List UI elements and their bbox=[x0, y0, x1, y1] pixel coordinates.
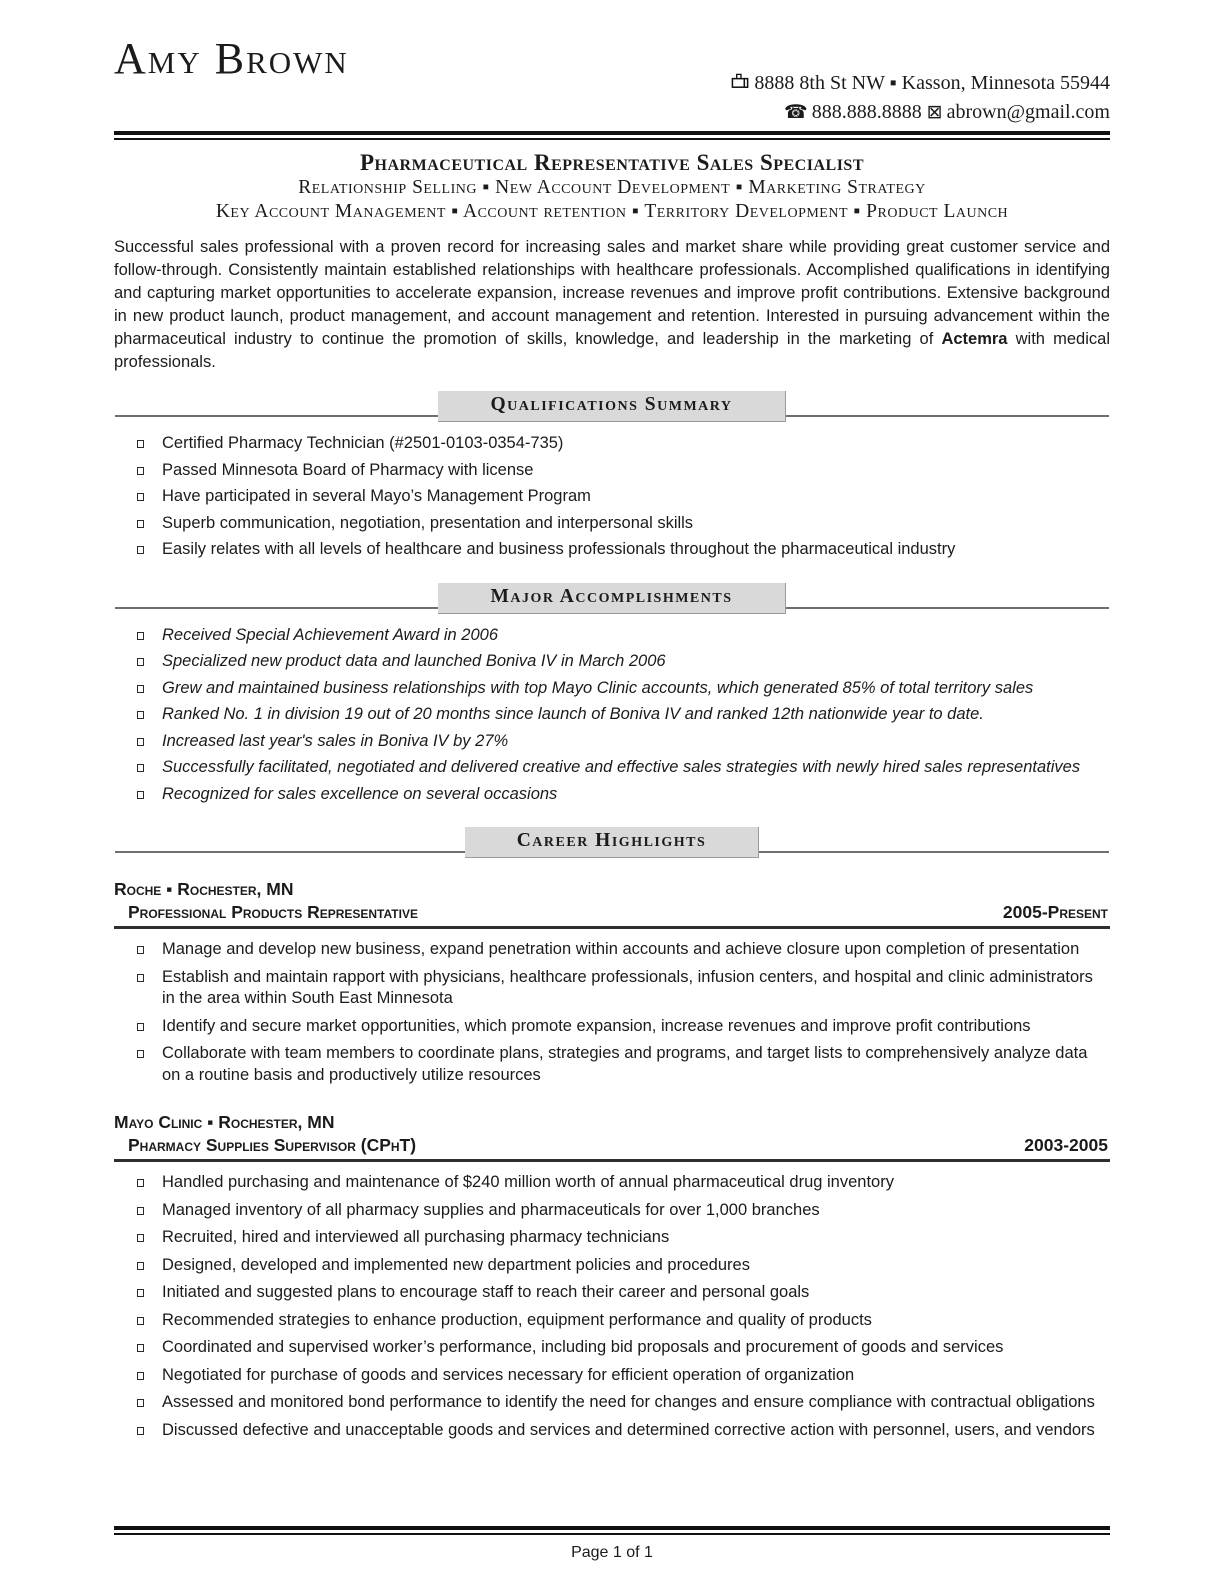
document-title: Pharmaceutical Representative Sales Specialist bbox=[360, 150, 864, 176]
bullet-item: Have participated in several Mayo’s Management Program bbox=[114, 486, 1110, 508]
bullet-item: Discussed defective and unacceptable goods and services and determined corrective action with personnel, users, and vendors bbox=[114, 1420, 1110, 1442]
bullet-item: Increased last year's sales in Boniva IV by 27% bbox=[114, 731, 1110, 753]
bullet-item: Recommended strategies to enhance production, equipment performance and quality of products bbox=[114, 1310, 1110, 1332]
phone-text: 888.888.8888 bbox=[811, 101, 922, 124]
contact-block bbox=[114, 70, 1110, 126]
address-line bbox=[114, 70, 1110, 99]
job-dates: 2005-Present bbox=[1002, 902, 1108, 923]
section-major-accomplishments bbox=[114, 583, 1110, 615]
section-heading: Qualifications Summary bbox=[438, 391, 785, 422]
qualifications-list bbox=[114, 433, 1110, 566]
bullet-item: Grew and maintained business relationships with top Mayo Clinic accounts, which generated 85% of total territory sales bbox=[114, 678, 1110, 700]
bullet-item: Coordinated and supervised worker’s performance, including bid proposals and procurement of goods and services bbox=[114, 1337, 1110, 1359]
job-dates: 2003-2005 bbox=[1024, 1135, 1108, 1156]
section-heading: Career Highlights bbox=[465, 827, 760, 858]
bullet-item: Recognized for sales excellence on several occasions bbox=[114, 784, 1110, 806]
summary-bold-product: Actemra bbox=[941, 330, 1008, 349]
bullet-item: Easily relates with all levels of healthcare and business professionals throughout the pharmaceutical industry bbox=[114, 539, 1110, 561]
bullet-item: Assessed and monitored bond performance to identify the need for changes and ensure compliance with contractual obligations bbox=[114, 1392, 1110, 1414]
company-line: Mayo Clinic ▪ Rochester, MN bbox=[114, 1112, 335, 1133]
bullet-item: Identify and secure market opportunities, which promote expansion, increase revenues and improve profit contributions bbox=[114, 1016, 1110, 1038]
bullet-item: Collaborate with team members to coordinate plans, strategies and programs, and target lists to comprehensively analyze data on a routine basis and productively utilize resources bbox=[114, 1043, 1110, 1086]
job-title: Pharmacy Supplies Supervisor (CPhT) bbox=[128, 1135, 417, 1156]
bullet-item: Certified Pharmacy Technician (#2501-0103-0354-735) bbox=[114, 433, 1110, 455]
accomplishments-list bbox=[114, 625, 1110, 811]
specialty-line-2: Key Account Management ▪ Account retention ▪ Territory Development ▪ Product Launch bbox=[215, 201, 1009, 223]
page-footer bbox=[114, 1521, 1110, 1584]
summary-text-after: with medical professionals. bbox=[114, 330, 1110, 372]
page-number: Page 1 of 1 bbox=[571, 1544, 653, 1561]
section-career-highlights bbox=[114, 827, 1110, 859]
role-row bbox=[114, 901, 1110, 929]
summary-text-before: Successful sales professional with a proven record for increasing sales and market share while providing great customer service and follow-through. Consistently maintain established relationships with healthcare professionals. Accomplished qualifications in identifying and capturing market opportunities to accelerate expansion, increase revenues and improve profit contributions. Extensive background in new product launch, product management, and account management and retention. Interested in pursuing advancement within the pharmaceutical industry to continue the promotion of skills, knowledge, and leadership in the marketing of bbox=[114, 238, 1110, 349]
footer-divider bbox=[114, 1526, 1110, 1535]
bullet-item: Passed Minnesota Board of Pharmacy with license bbox=[114, 460, 1110, 482]
role-row bbox=[114, 1134, 1110, 1162]
specialty-line-1: Relationship Selling ▪ New Account Development ▪ Marketing Strategy bbox=[298, 177, 926, 199]
phone-email-line bbox=[114, 99, 1110, 126]
bullet-item: Negotiated for purchase of goods and services necessary for efficient operation of organization bbox=[114, 1365, 1110, 1387]
bullet-item: Managed inventory of all pharmacy supplies and pharmaceuticals for over 1,000 branches bbox=[114, 1200, 1110, 1222]
summary-paragraph bbox=[114, 236, 1110, 374]
title-block bbox=[114, 149, 1110, 224]
section-qualifications-summary bbox=[114, 391, 1110, 423]
job-title: Professional Products Representative bbox=[128, 902, 418, 923]
bullet-item: Designed, developed and implemented new department policies and procedures bbox=[114, 1255, 1110, 1277]
header-divider bbox=[114, 131, 1110, 140]
bullet-item: Superb communication, negotiation, presentation and interpersonal skills bbox=[114, 513, 1110, 535]
bullet-item: Specialized new product data and launched Boniva IV in March 2006 bbox=[114, 651, 1110, 673]
bullet-item: Ranked No. 1 in division 19 out of 20 months since launch of Boniva IV and ranked 12th nationwide year to date. bbox=[114, 704, 1110, 726]
bullet-item: Successfully facilitated, negotiated and delivered creative and effective sales strategies with newly hired sales representatives bbox=[114, 757, 1110, 779]
job-duties-list bbox=[114, 1172, 1110, 1441]
address-text: 8888 8th St NW ▪ Kasson, Minnesota 55944 bbox=[754, 72, 1110, 95]
section-heading: Major Accomplishments bbox=[438, 583, 785, 614]
person-name: Amy Brown bbox=[114, 34, 349, 83]
bullet-item: Received Special Achievement Award in 2006 bbox=[114, 625, 1110, 647]
bullet-item: Manage and develop new business, expand penetration within accounts and achieve closure upon completion of presentation bbox=[114, 939, 1110, 961]
bullet-item: Handled purchasing and maintenance of $240 million worth of annual pharmaceutical drug inventory bbox=[114, 1172, 1110, 1194]
bullet-item: Initiated and suggested plans to encourage staff to reach their career and personal goals bbox=[114, 1282, 1110, 1304]
mailbox-icon bbox=[731, 72, 750, 99]
job-entry-mayo-clinic bbox=[114, 1111, 1110, 1447]
telephone-icon: ☎ bbox=[784, 101, 808, 124]
email-text: abrown@gmail.com bbox=[946, 101, 1110, 124]
envelope-icon: ⊠ bbox=[926, 101, 943, 124]
job-duties-list bbox=[114, 939, 1110, 1086]
job-entry-roche bbox=[114, 878, 1110, 1092]
bullet-item: Establish and maintain rapport with physicians, healthcare professionals, infusion centers, and hospital and clinic administrators in the area within South East Minnesota bbox=[114, 967, 1110, 1010]
bullet-item: Recruited, hired and interviewed all purchasing pharmacy technicians bbox=[114, 1227, 1110, 1249]
company-line: Roche ▪ Rochester, MN bbox=[114, 879, 294, 900]
